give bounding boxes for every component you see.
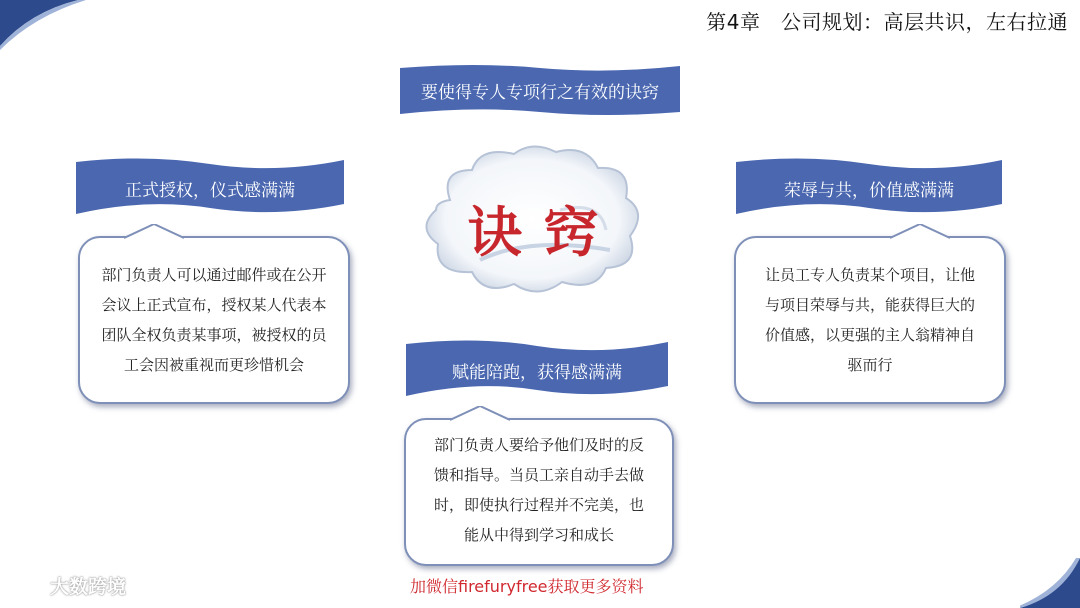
bottom-line-2: 馈和指导。当员工亲自动手去做 [433,466,644,484]
right-line-3: 价值感，以更强的主人翁精神自 [764,326,975,344]
footer-note: 加微信firefuryfree获取更多资料 [410,577,644,596]
left-line-4: 工会因被重视而更珍惜机会 [123,356,304,374]
right-line-4: 驱而行 [847,356,893,374]
left-heading: 正式授权，仪式感满满 [125,181,295,201]
bottom-line-1: 部门负责人要给予他们及时的反 [433,436,644,454]
watermark-logo-icon [10,577,46,599]
bottom-heading-banner [406,338,668,400]
corner-decoration-top-left [0,0,90,50]
right-description-box [734,236,1006,404]
right-line-2: 与项目荣辱与共，能获得巨大的 [764,296,975,314]
bottom-line-4: 能从中得到学习和成长 [463,526,614,544]
bottom-line-3: 时，即使执行过程并不完美，也 [433,496,644,514]
right-line-1: 让员工专人负责某个项目，让他 [764,266,975,284]
cloud-graphic [410,140,650,300]
right-heading: 荣辱与共，价值感满满 [784,181,954,201]
left-line-3: 团队全权负责某事项，被授权的员 [101,326,327,344]
bottom-heading: 赋能陪跑，获得感满满 [452,363,622,383]
left-heading-banner [76,156,344,218]
corner-decoration-bottom-right [1020,558,1080,608]
page-title: 第4章 公司规划：高层共识，左右拉通 [706,10,1068,34]
watermark-text: 大数跨境 [50,576,127,598]
top-banner [396,62,684,118]
watermark [10,572,126,599]
bottom-description-box [404,418,674,566]
top-banner-label: 要使得专人专项行之有效的诀窍 [421,83,659,103]
bottom-box-pointer [450,406,510,422]
left-box-pointer [124,224,184,240]
left-line-2: 会议上正式宣布，授权某人代表本 [101,296,327,314]
right-heading-banner [736,156,1002,218]
right-box-pointer [890,224,950,240]
left-line-1: 部门负责人可以通过邮件或在公开 [101,266,327,284]
left-description-box [78,236,350,404]
center-word: 诀窍 [468,200,620,264]
